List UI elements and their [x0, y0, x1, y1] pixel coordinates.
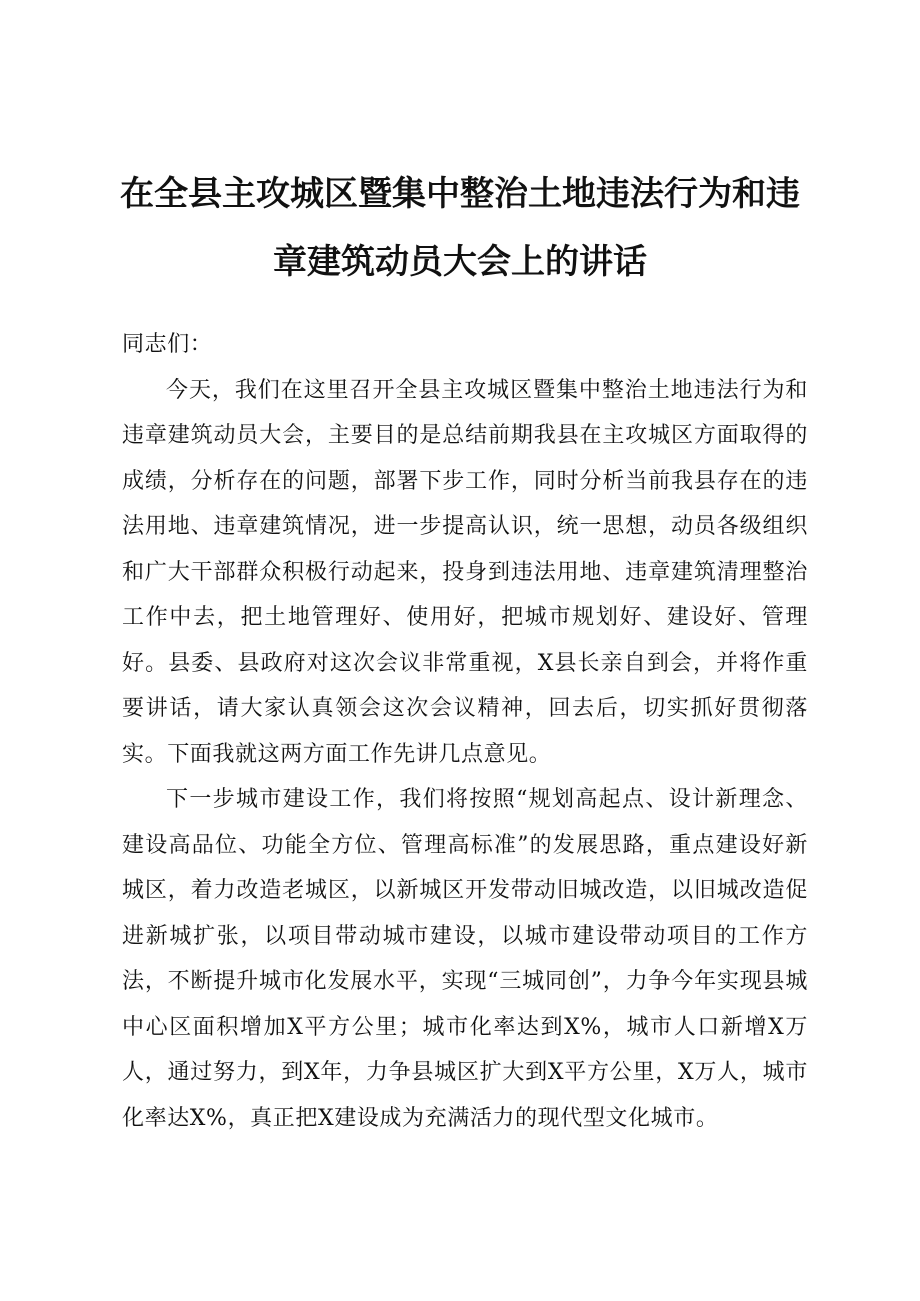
title-line-1: 在全县主攻城区暨集中整治土地违法行为和违 — [120, 174, 800, 214]
paragraph-2: 下一步城市建设工作，我们将按照“规划高起点、设计新理念、建设高品位、功能全方位、管理高标准”的发展思路，重点建设好新城区，着力改造老城区，以新城区开发带动旧城改造，以旧城改造促进新城扩张，以项目带动城市建设，以城市建设带动项目的工作方法，不断提升城市化发展水平，实现“三城同创”，力争今年实现县城中心区面积增加X平方公里；城市化率达到X%，城市人口新增X万人，通过努力，到X年，力争县城区扩大到X平方公里，X万人，城市化率达X%，真正把X建设成为充满活力的现代型文化城市。 — [122, 787, 808, 1131]
document-body — [122, 322, 808, 1141]
document-title — [100, 160, 820, 296]
salutation: 同志们： — [122, 332, 213, 357]
title-line-2: 章建筑动员大会上的讲话 — [273, 242, 647, 282]
paragraph-1: 今天，我们在这里召开全县主攻城区暨集中整治土地违法行为和违章建筑动员大会，主要目的是总结前期我县在主攻城区方面取得的成绩，分析存在的问题，部署下步工作，同时分析当前我县存在的违法用地、违章建筑情况，进一步提高认识，统一思想，动员各级组织和广大干部群众积极行动起来，投身到违法用地、违章建筑清理整治工作中去，把土地管理好、使用好，把城市规划好、建设好、管理好。县委、县政府对这次会议非常重视，X县长亲自到会，并将作重要讲话，请大家认真领会这次会议精神，回去后，切实抓好贯彻落实。下面我就这两方面工作先讲几点意见。 — [122, 377, 808, 767]
